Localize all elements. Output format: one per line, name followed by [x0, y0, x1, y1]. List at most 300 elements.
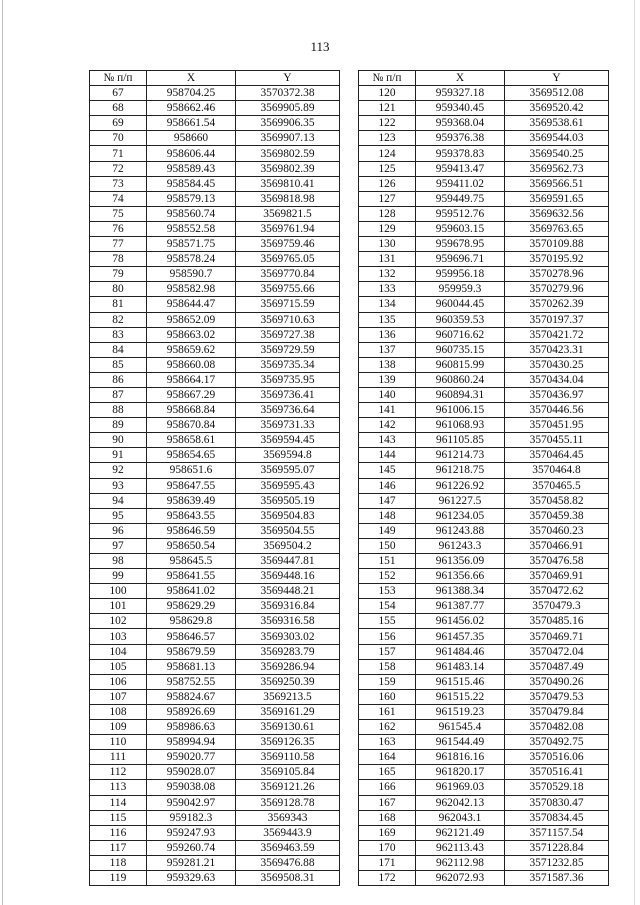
cell-number: 116 [90, 825, 147, 840]
cell-y: 3570485.16 [505, 614, 609, 629]
table-row [90, 538, 340, 553]
cell-y: 3569594.8 [236, 448, 340, 463]
cell-x: 961515.46 [416, 674, 505, 689]
scan-edge-left [2, 0, 3, 905]
cell-number: 72 [90, 161, 147, 176]
cell-x: 960359.53 [416, 312, 505, 327]
cell-y: 3571587.36 [505, 870, 609, 885]
cell-y: 3569130.61 [236, 720, 340, 735]
cell-y: 3569250.39 [236, 674, 340, 689]
cell-x: 958589.43 [147, 161, 236, 176]
table-row [359, 116, 609, 131]
cell-x: 958660.08 [147, 357, 236, 372]
cell-x: 958560.74 [147, 206, 236, 221]
cell-number: 92 [90, 463, 147, 478]
cell-number: 155 [359, 614, 416, 629]
header-number: № п/п [359, 71, 416, 86]
table-row [359, 312, 609, 327]
cell-x: 958654.65 [147, 448, 236, 463]
cell-number: 105 [90, 659, 147, 674]
cell-number: 157 [359, 644, 416, 659]
table-row [90, 780, 340, 795]
cell-x: 958664.17 [147, 372, 236, 387]
cell-number: 165 [359, 765, 416, 780]
cell-x: 958986.63 [147, 720, 236, 735]
cell-x: 959376.38 [416, 131, 505, 146]
table-row [90, 825, 340, 840]
cell-y: 3569736.64 [236, 403, 340, 418]
cell-number: 112 [90, 765, 147, 780]
table-row [90, 161, 340, 176]
cell-y: 3570197.37 [505, 312, 609, 327]
cell-y: 3569447.81 [236, 554, 340, 569]
cell-number: 96 [90, 523, 147, 538]
cell-number: 129 [359, 221, 416, 236]
cell-y: 3569463.59 [236, 840, 340, 855]
cell-number: 70 [90, 131, 147, 146]
cell-x: 958606.44 [147, 146, 236, 161]
cell-number: 98 [90, 554, 147, 569]
cell-y: 3569121.26 [236, 780, 340, 795]
cell-number: 162 [359, 720, 416, 735]
cell-number: 108 [90, 704, 147, 719]
table-row [359, 538, 609, 553]
cell-x: 959028.07 [147, 765, 236, 780]
cell-y: 3569906.35 [236, 116, 340, 131]
cell-number: 123 [359, 131, 416, 146]
cell-y: 3570476.58 [505, 554, 609, 569]
cell-number: 95 [90, 508, 147, 523]
table-row [359, 554, 609, 569]
cell-y: 3569715.59 [236, 297, 340, 312]
table-row [359, 418, 609, 433]
cell-y: 3569755.66 [236, 282, 340, 297]
table-row [90, 644, 340, 659]
cell-y: 3570466.91 [505, 538, 609, 553]
cell-x: 961356.09 [416, 554, 505, 569]
cell-y: 3570451.95 [505, 418, 609, 433]
cell-y: 3570492.75 [505, 735, 609, 750]
cell-x: 959603.15 [416, 221, 505, 236]
table-row [90, 312, 340, 327]
cell-y: 3570472.62 [505, 584, 609, 599]
cell-number: 125 [359, 161, 416, 176]
table-row [359, 403, 609, 418]
table-row [90, 735, 340, 750]
cell-y: 3570830.47 [505, 795, 609, 810]
cell-x: 958644.47 [147, 297, 236, 312]
cell-number: 91 [90, 448, 147, 463]
cell-x: 961545.4 [416, 720, 505, 735]
cell-y: 3569770.84 [236, 267, 340, 282]
cell-y: 3569591.65 [505, 191, 609, 206]
cell-x: 960735.15 [416, 342, 505, 357]
cell-x: 961243.3 [416, 538, 505, 553]
table-row [359, 297, 609, 312]
cell-number: 94 [90, 493, 147, 508]
cell-x: 959956.18 [416, 267, 505, 282]
cell-number: 74 [90, 191, 147, 206]
cell-x: 959247.93 [147, 825, 236, 840]
table-row [359, 704, 609, 719]
cell-number: 141 [359, 403, 416, 418]
table-row [90, 252, 340, 267]
cell-number: 67 [90, 86, 147, 101]
cell-number: 109 [90, 720, 147, 735]
cell-x: 959368.04 [416, 116, 505, 131]
cell-y: 3570469.91 [505, 569, 609, 584]
cell-x: 961226.92 [416, 478, 505, 493]
cell-x: 960815.99 [416, 357, 505, 372]
cell-number: 89 [90, 418, 147, 433]
table-row [359, 689, 609, 704]
cell-y: 3571228.84 [505, 840, 609, 855]
cell-x: 958681.13 [147, 659, 236, 674]
cell-number: 78 [90, 252, 147, 267]
cell-number: 128 [359, 206, 416, 221]
table-row [90, 614, 340, 629]
table-row [359, 372, 609, 387]
cell-y: 3570479.3 [505, 599, 609, 614]
table-row [90, 840, 340, 855]
cell-y: 3570464.8 [505, 463, 609, 478]
header-y: Y [505, 71, 609, 86]
cell-y: 3569544.03 [505, 131, 609, 146]
table-row [90, 855, 340, 870]
cell-x: 961218.75 [416, 463, 505, 478]
cell-x: 958670.84 [147, 418, 236, 433]
cell-x: 958659.62 [147, 342, 236, 357]
cell-y: 3570529.18 [505, 780, 609, 795]
table-row [359, 131, 609, 146]
cell-number: 77 [90, 237, 147, 252]
table-row [90, 433, 340, 448]
cell-y: 3569735.95 [236, 372, 340, 387]
table-row [359, 735, 609, 750]
cell-x: 961483.14 [416, 659, 505, 674]
cell-x: 959678.95 [416, 237, 505, 252]
cell-x: 962112.98 [416, 855, 505, 870]
cell-y: 3569505.19 [236, 493, 340, 508]
table-row [90, 704, 340, 719]
cell-y: 3569562.73 [505, 161, 609, 176]
cell-y: 3570195.92 [505, 252, 609, 267]
table-row [90, 403, 340, 418]
cell-y: 3569213.5 [236, 689, 340, 704]
cell-x: 958590.7 [147, 267, 236, 282]
cell-x: 958584.45 [147, 176, 236, 191]
table-row [359, 161, 609, 176]
cell-x: 961227.5 [416, 493, 505, 508]
cell-x: 958661.54 [147, 116, 236, 131]
cell-x: 961820.17 [416, 765, 505, 780]
cell-y: 3569759.46 [236, 237, 340, 252]
cell-x: 962042.13 [416, 795, 505, 810]
cell-x: 958679.59 [147, 644, 236, 659]
cell-y: 3569126.35 [236, 735, 340, 750]
header-x: X [416, 71, 505, 86]
cell-x: 959413.47 [416, 161, 505, 176]
table-row [359, 433, 609, 448]
table-row [359, 810, 609, 825]
cell-number: 146 [359, 478, 416, 493]
table-row [90, 327, 340, 342]
cell-x: 958639.49 [147, 493, 236, 508]
cell-number: 81 [90, 297, 147, 312]
cell-y: 3570278.96 [505, 267, 609, 282]
table-row [90, 674, 340, 689]
cell-y: 3570460.23 [505, 523, 609, 538]
cell-y: 3569128.78 [236, 795, 340, 810]
table-row [90, 448, 340, 463]
cell-y: 3570279.96 [505, 282, 609, 297]
cell-y: 3569802.59 [236, 146, 340, 161]
cell-number: 133 [359, 282, 416, 297]
header-x: X [147, 71, 236, 86]
table-row [359, 463, 609, 478]
cell-number: 97 [90, 538, 147, 553]
table-row [90, 795, 340, 810]
cell-y: 3569316.84 [236, 599, 340, 614]
table-row [359, 357, 609, 372]
cell-number: 132 [359, 267, 416, 282]
cell-y: 3569763.65 [505, 221, 609, 236]
table-row [90, 629, 340, 644]
table-row [90, 584, 340, 599]
cell-number: 158 [359, 659, 416, 674]
cell-number: 137 [359, 342, 416, 357]
cell-x: 958651.6 [147, 463, 236, 478]
cell-number: 122 [359, 116, 416, 131]
cell-number: 166 [359, 780, 416, 795]
cell-x: 958926.69 [147, 704, 236, 719]
table-row [359, 795, 609, 810]
page-number: 113 [310, 39, 330, 54]
cell-x: 958582.98 [147, 282, 236, 297]
table-row [359, 448, 609, 463]
cell-number: 85 [90, 357, 147, 372]
cell-number: 142 [359, 418, 416, 433]
cell-x: 958667.29 [147, 387, 236, 402]
cell-x: 958643.55 [147, 508, 236, 523]
cell-x: 959038.08 [147, 780, 236, 795]
header-number: № п/п [90, 71, 147, 86]
cell-number: 148 [359, 508, 416, 523]
table-row [359, 569, 609, 584]
cell-number: 138 [359, 357, 416, 372]
cell-x: 958662.46 [147, 101, 236, 116]
cell-y: 3569566.51 [505, 176, 609, 191]
cell-y: 3570262.39 [505, 297, 609, 312]
table-header-row [359, 71, 609, 86]
cell-x: 958579.13 [147, 191, 236, 206]
cell-number: 117 [90, 840, 147, 855]
cell-x: 960044.45 [416, 297, 505, 312]
table-row [90, 372, 340, 387]
table-row [359, 720, 609, 735]
cell-y: 3570423.31 [505, 342, 609, 357]
cell-number: 111 [90, 750, 147, 765]
table-row [359, 237, 609, 252]
cell-number: 80 [90, 282, 147, 297]
cell-number: 134 [359, 297, 416, 312]
cell-y: 3570434.04 [505, 372, 609, 387]
cell-number: 131 [359, 252, 416, 267]
cell-x: 961816.16 [416, 750, 505, 765]
cell-number: 82 [90, 312, 147, 327]
cell-y: 3569161.29 [236, 704, 340, 719]
cell-number: 93 [90, 478, 147, 493]
cell-x: 961484.46 [416, 644, 505, 659]
table-row [90, 463, 340, 478]
cell-x: 958629.29 [147, 599, 236, 614]
cell-number: 168 [359, 810, 416, 825]
cell-number: 136 [359, 327, 416, 342]
cell-y: 3569504.83 [236, 508, 340, 523]
cell-y: 3569810.41 [236, 176, 340, 191]
cell-x: 958571.75 [147, 237, 236, 252]
table-row [359, 493, 609, 508]
cell-x: 958652.09 [147, 312, 236, 327]
cell-x: 962043.1 [416, 810, 505, 825]
cell-y: 3569303.02 [236, 629, 340, 644]
table-row [90, 116, 340, 131]
cell-x: 958704.25 [147, 86, 236, 101]
cell-number: 127 [359, 191, 416, 206]
table-header-row [90, 71, 340, 86]
table-row [359, 191, 609, 206]
cell-y: 3570430.25 [505, 357, 609, 372]
cell-x: 962072.93 [416, 870, 505, 885]
table-row [90, 659, 340, 674]
table-row [90, 765, 340, 780]
table-row [359, 780, 609, 795]
cell-number: 139 [359, 372, 416, 387]
cell-x: 958629.8 [147, 614, 236, 629]
cell-x: 962113.43 [416, 840, 505, 855]
cell-y: 3569735.34 [236, 357, 340, 372]
table-row [90, 131, 340, 146]
table-row [90, 720, 340, 735]
cell-y: 3570482.08 [505, 720, 609, 735]
cell-x: 961544.49 [416, 735, 505, 750]
cell-number: 150 [359, 538, 416, 553]
cell-number: 124 [359, 146, 416, 161]
cell-x: 959042.97 [147, 795, 236, 810]
table-row [359, 750, 609, 765]
cell-y: 3570446.56 [505, 403, 609, 418]
cell-y: 3569761.94 [236, 221, 340, 236]
cell-x: 959327.18 [416, 86, 505, 101]
table-row [359, 599, 609, 614]
cell-x: 959329.63 [147, 870, 236, 885]
cell-number: 69 [90, 116, 147, 131]
cell-x: 960716.62 [416, 327, 505, 342]
cell-y: 3569736.41 [236, 387, 340, 402]
cell-number: 160 [359, 689, 416, 704]
table-row [90, 342, 340, 357]
table-row [90, 297, 340, 312]
cell-number: 68 [90, 101, 147, 116]
cell-number: 103 [90, 629, 147, 644]
cell-x: 959281.21 [147, 855, 236, 870]
cell-x: 961243.88 [416, 523, 505, 538]
cell-y: 3570458.82 [505, 493, 609, 508]
table-row [359, 327, 609, 342]
table-row [359, 840, 609, 855]
cell-y: 3569476.88 [236, 855, 340, 870]
cell-y: 3569710.63 [236, 312, 340, 327]
cell-x: 961006.15 [416, 403, 505, 418]
table-row [90, 206, 340, 221]
cell-x: 958645.5 [147, 554, 236, 569]
table-row [359, 584, 609, 599]
cell-y: 3569316.58 [236, 614, 340, 629]
header-y: Y [236, 71, 340, 86]
table-row [90, 237, 340, 252]
cell-x: 960860.24 [416, 372, 505, 387]
cell-x: 958663.02 [147, 327, 236, 342]
cell-number: 149 [359, 523, 416, 538]
table-row [359, 221, 609, 236]
table-row [359, 86, 609, 101]
cell-x: 959378.83 [416, 146, 505, 161]
cell-y: 3570464.45 [505, 448, 609, 463]
cell-number: 145 [359, 463, 416, 478]
cell-x: 962121.49 [416, 825, 505, 840]
table-row [90, 418, 340, 433]
cell-number: 159 [359, 674, 416, 689]
table-row [90, 101, 340, 116]
cell-x: 961387.77 [416, 599, 505, 614]
cell-y: 3570490.26 [505, 674, 609, 689]
cell-number: 130 [359, 237, 416, 252]
cell-y: 3569538.61 [505, 116, 609, 131]
cell-number: 106 [90, 674, 147, 689]
cell-number: 114 [90, 795, 147, 810]
cell-y: 3570109.88 [505, 237, 609, 252]
table-row [90, 387, 340, 402]
cell-y: 3570487.49 [505, 659, 609, 674]
cell-number: 83 [90, 327, 147, 342]
cell-y: 3569731.33 [236, 418, 340, 433]
table-row [90, 493, 340, 508]
cell-x: 958752.55 [147, 674, 236, 689]
cell-x: 959020.77 [147, 750, 236, 765]
cell-x: 960894.31 [416, 387, 505, 402]
cell-number: 169 [359, 825, 416, 840]
cell-number: 90 [90, 433, 147, 448]
cell-number: 164 [359, 750, 416, 765]
cell-y: 3569443.9 [236, 825, 340, 840]
table-row [359, 614, 609, 629]
cell-x: 961105.85 [416, 433, 505, 448]
cell-y: 3569283.79 [236, 644, 340, 659]
cell-number: 170 [359, 840, 416, 855]
table-row [359, 478, 609, 493]
cell-number: 163 [359, 735, 416, 750]
cell-y: 3569905.89 [236, 101, 340, 116]
cell-y: 3570834.45 [505, 810, 609, 825]
table-row [359, 267, 609, 282]
table-row [90, 478, 340, 493]
cell-number: 88 [90, 403, 147, 418]
cell-number: 107 [90, 689, 147, 704]
cell-x: 958658.61 [147, 433, 236, 448]
cell-x: 959512.76 [416, 206, 505, 221]
cell-y: 3569504.2 [236, 538, 340, 553]
cell-number: 135 [359, 312, 416, 327]
